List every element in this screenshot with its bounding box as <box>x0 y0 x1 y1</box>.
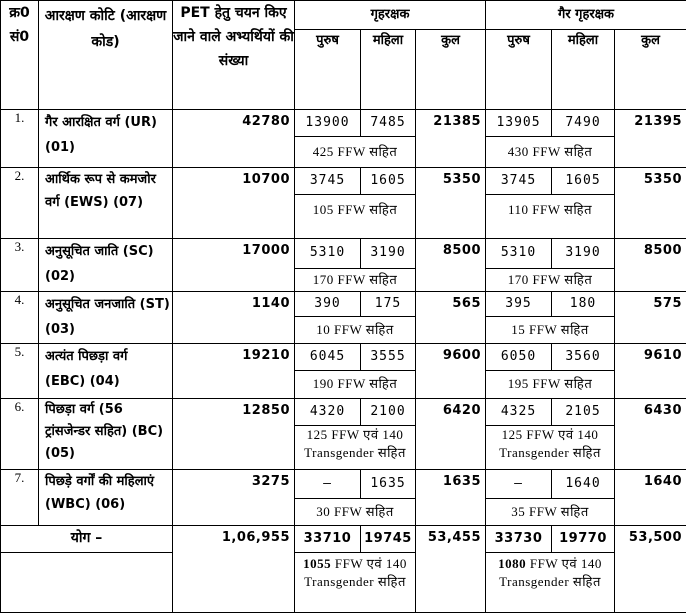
nhg-ffw: 170 FFW सहित <box>486 269 615 292</box>
row-category: अनुसूचित जनजाति (ST) (03) <box>39 292 173 344</box>
hg-total: 8500 <box>416 239 486 292</box>
hg-ffw: 170 FFW सहित <box>295 269 416 292</box>
total-nhg-total: 53,500 <box>615 526 686 613</box>
nhg-male: – <box>486 470 552 499</box>
total-hg-total: 53,455 <box>416 526 486 613</box>
header-non-homeguard: गैर गृहरक्षक <box>486 1 686 30</box>
table-row <box>1 168 686 195</box>
hg-ffw: 125 FFW एवं 140 Transgender सहित <box>295 426 416 470</box>
nhg-male: 3745 <box>486 168 552 195</box>
nhg-male: 6050 <box>486 344 552 371</box>
nhg-female: 2105 <box>552 399 615 426</box>
hg-total: 21385 <box>416 110 486 168</box>
total-hg-ffw-rest: FFW एवं 140 Transgender सहित <box>304 556 407 589</box>
nhg-ffw: 195 FFW सहित <box>486 371 615 399</box>
hg-female: 2100 <box>361 399 416 426</box>
total-nhg-male: 33730 <box>486 526 552 553</box>
header-nhg-female: महिला <box>552 30 615 110</box>
hg-female: 1635 <box>361 470 416 499</box>
header-sn: क्र0 सं0 <box>1 1 39 110</box>
table-row <box>1 292 686 317</box>
header-hg-female: महिला <box>361 30 416 110</box>
hg-ffw: 10 FFW सहित <box>295 317 416 344</box>
header-homeguard: गृहरक्षक <box>295 1 486 30</box>
hg-female: 175 <box>361 292 416 317</box>
nhg-total: 5350 <box>615 168 686 239</box>
total-hg-ffw <box>295 553 416 613</box>
row-pet: 19210 <box>173 344 295 399</box>
nhg-male: 4325 <box>486 399 552 426</box>
header-hg-male: पुरुष <box>295 30 361 110</box>
total-row <box>1 526 686 553</box>
hg-female: 3555 <box>361 344 416 371</box>
hg-male: – <box>295 470 361 499</box>
nhg-female: 7490 <box>552 110 615 137</box>
hg-female: 3190 <box>361 239 416 269</box>
hg-total: 565 <box>416 292 486 344</box>
row-sn: 7. <box>1 470 39 526</box>
row-sn: 4. <box>1 292 39 344</box>
header-nhg-male: पुरुष <box>486 30 552 110</box>
table-row <box>1 399 686 426</box>
row-pet: 42780 <box>173 110 295 168</box>
nhg-ffw: 35 FFW सहित <box>486 499 615 526</box>
table-row <box>1 110 686 137</box>
hg-male: 390 <box>295 292 361 317</box>
hg-female: 7485 <box>361 110 416 137</box>
nhg-female: 1605 <box>552 168 615 195</box>
row-sn: 6. <box>1 399 39 470</box>
hg-total: 6420 <box>416 399 486 470</box>
header-category: आरक्षण कोटि (आरक्षण कोड) <box>39 1 173 110</box>
nhg-female: 1640 <box>552 470 615 499</box>
row-pet: 17000 <box>173 239 295 292</box>
row-pet: 1140 <box>173 292 295 344</box>
total-hg-male: 33710 <box>295 526 361 553</box>
row-category: अनुसूचित जाति (SC) (02) <box>39 239 173 292</box>
total-hg-female: 19745 <box>361 526 416 553</box>
row-category: पिछड़ा वर्ग (56 ट्रांसजेन्डर सहित) (BC) (05) <box>39 399 173 470</box>
nhg-male: 5310 <box>486 239 552 269</box>
hg-ffw: 425 FFW सहित <box>295 137 416 168</box>
nhg-ffw: 110 FFW सहित <box>486 195 615 239</box>
hg-total: 9600 <box>416 344 486 399</box>
row-sn: 1. <box>1 110 39 168</box>
row-sn: 3. <box>1 239 39 292</box>
row-category: आर्थिक रूप से कमजोर वर्ग (EWS) (07) <box>39 168 173 239</box>
total-nhg-female: 19770 <box>552 526 615 553</box>
row-category: गैर आरक्षित वर्ग (UR) (01) <box>39 110 173 168</box>
hg-male: 5310 <box>295 239 361 269</box>
table-row <box>1 470 686 499</box>
nhg-male: 13905 <box>486 110 552 137</box>
nhg-female: 3190 <box>552 239 615 269</box>
nhg-total: 1640 <box>615 470 686 526</box>
hg-male: 6045 <box>295 344 361 371</box>
row-pet: 10700 <box>173 168 295 239</box>
nhg-female: 3560 <box>552 344 615 371</box>
nhg-total: 8500 <box>615 239 686 292</box>
nhg-ffw: 15 FFW सहित <box>486 317 615 344</box>
total-pet: 1,06,955 <box>173 526 295 613</box>
nhg-female: 180 <box>552 292 615 317</box>
nhg-total: 6430 <box>615 399 686 470</box>
hg-male: 3745 <box>295 168 361 195</box>
nhg-ffw: 430 FFW सहित <box>486 137 615 168</box>
header-nhg-total: कुल <box>615 30 686 110</box>
hg-male: 4320 <box>295 399 361 426</box>
total-label: योग – <box>1 526 173 553</box>
header-pet: PET हेतु चयन किए जाने वाले अभ्यर्थियों की संख्या <box>173 1 295 110</box>
nhg-male: 395 <box>486 292 552 317</box>
hg-ffw: 190 FFW सहित <box>295 371 416 399</box>
nhg-total: 21395 <box>615 110 686 168</box>
row-category: अत्यंत पिछड़ा वर्ग (EBC) (04) <box>39 344 173 399</box>
row-category: पिछड़े वर्गों की महिलाएं (WBC) (06) <box>39 470 173 526</box>
hg-total: 5350 <box>416 168 486 239</box>
total-nhg-ffw-num: 1080 <box>498 556 526 571</box>
header-hg-total: कुल <box>416 30 486 110</box>
total-blank <box>1 553 173 613</box>
nhg-total: 9610 <box>615 344 686 399</box>
total-hg-ffw-num: 1055 <box>303 556 331 571</box>
table-row <box>1 239 686 269</box>
table-row <box>1 344 686 371</box>
nhg-ffw: 125 FFW एवं 140 Transgender सहित <box>486 426 615 470</box>
total-nhg-ffw-rest: FFW एवं 140 Transgender सहित <box>499 556 602 589</box>
row-sn: 2. <box>1 168 39 239</box>
nhg-total: 575 <box>615 292 686 344</box>
hg-male: 13900 <box>295 110 361 137</box>
hg-ffw: 105 FFW सहित <box>295 195 416 239</box>
row-pet: 12850 <box>173 399 295 470</box>
hg-ffw: 30 FFW सहित <box>295 499 416 526</box>
hg-total: 1635 <box>416 470 486 526</box>
row-pet: 3275 <box>173 470 295 526</box>
row-sn: 5. <box>1 344 39 399</box>
hg-female: 1605 <box>361 168 416 195</box>
total-nhg-ffw <box>486 553 615 613</box>
